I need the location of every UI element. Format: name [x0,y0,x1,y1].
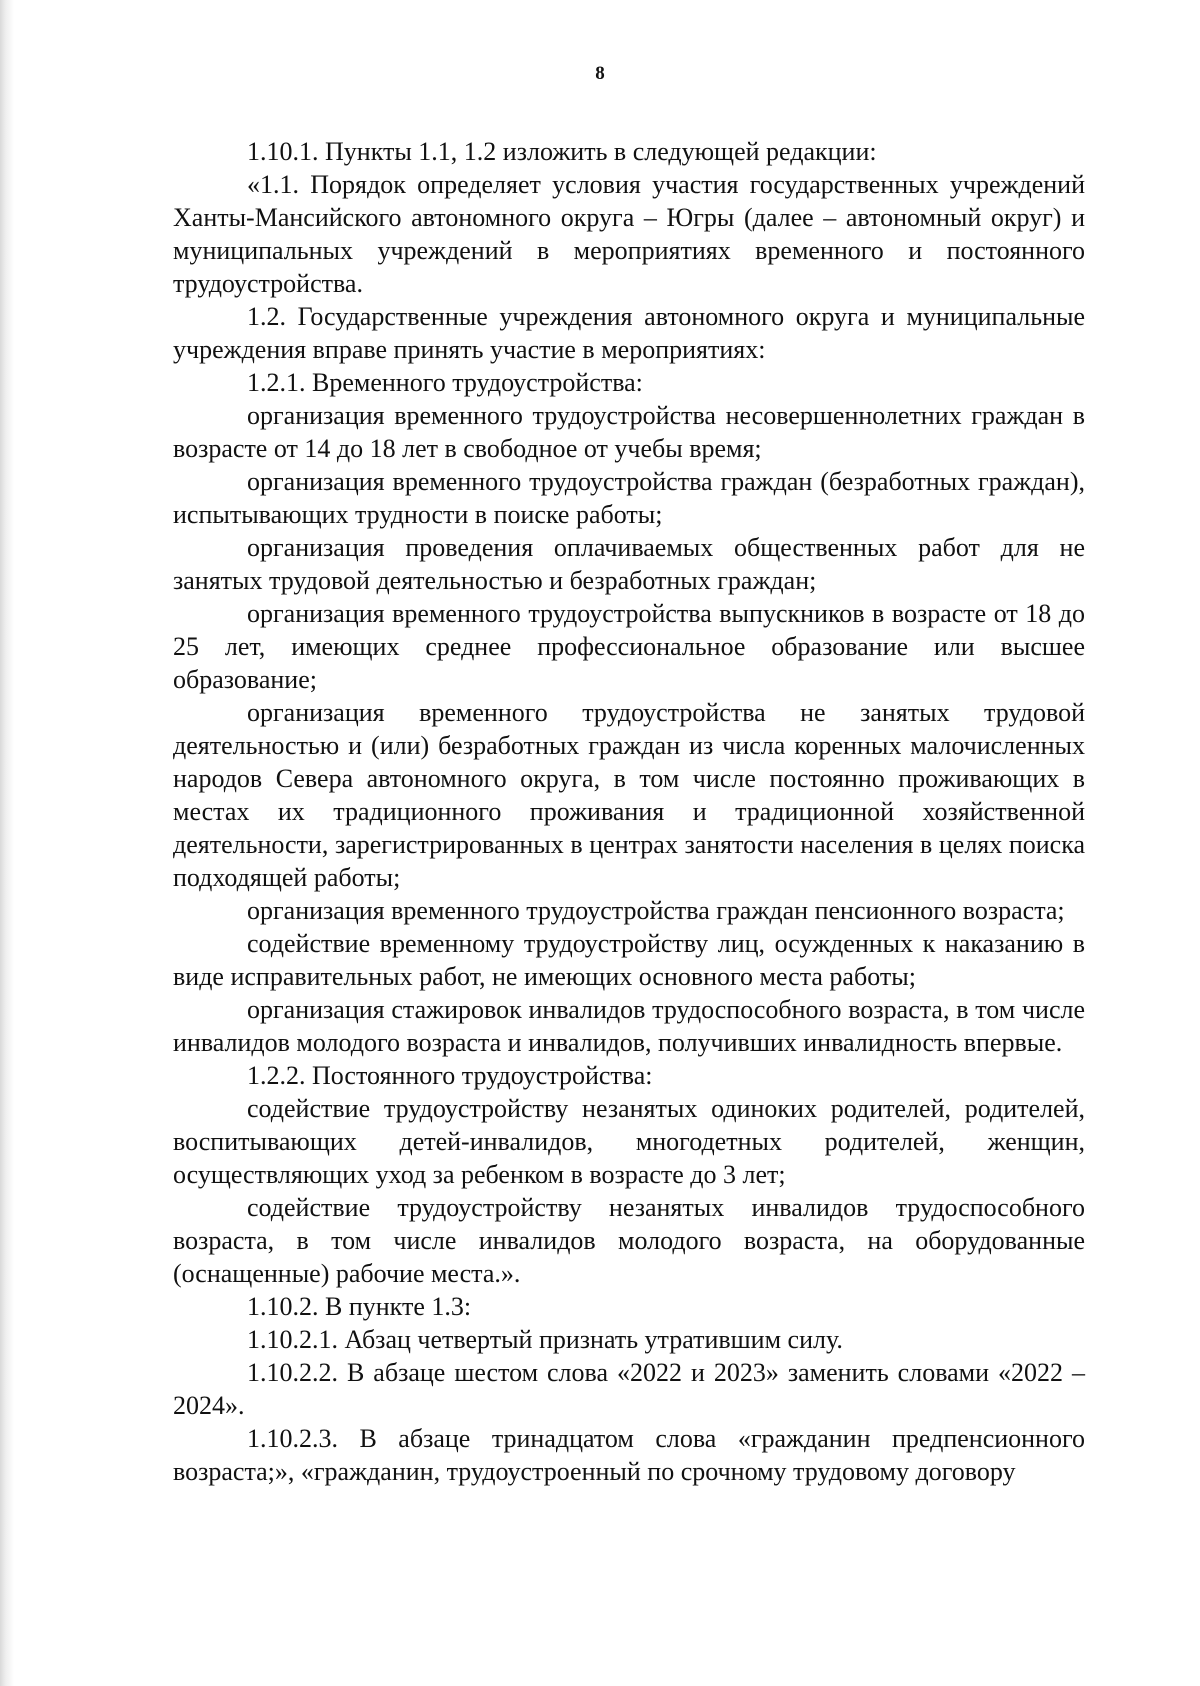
paragraph: 1.2.2. Постоянного трудоустройства: [247,1061,653,1090]
paragraph: содействие трудоустройству незанятых инвалидов трудоспособного возраста, в том числе инвалидов молодого возраста, на оборудованные (оснащенные) рабочие места.». [173,1193,1085,1288]
paragraph: организация проведения оплачиваемых общественных работ для не занятых трудовой деятельностью и безработных граждан; [173,533,1085,595]
paragraph: 1.10.1. Пункты 1.1, 1.2 изложить в следующей редакции: [247,137,877,166]
paragraph: содействие трудоустройству незанятых одиноких родителей, родителей, воспитывающих детей-инвалидов, многодетных родителей, женщин, осуществляющих уход за ребенком в возрасте до 3 лет; [173,1094,1085,1189]
paragraph: организация временного трудоустройства граждан пенсионного возраста; [247,896,1065,925]
paragraph: организация стажировок инвалидов трудоспособного возраста, в том числе инвалидов молодого возраста и инвалидов, получивших инвалидность впервые. [173,995,1085,1057]
paragraph: 1.10.2. В пункте 1.3: [247,1292,472,1321]
paragraph: организация временного трудоустройства граждан (безработных граждан), испытывающих трудности в поиске работы; [173,467,1085,529]
scan-edge [0,0,14,1686]
page-number: 8 [595,63,605,84]
paragraph: содействие временному трудоустройству лиц, осужденных к наказанию в виде исправительных работ, не имеющих основного места работы; [173,929,1085,991]
paragraph: «1.1. Порядок определяет условия участия государственных учреждений Ханты-Мансийского автономного округа – Югры (далее – автономный округ) и муниципальных учреждений в мероприятиях временного и постоянного трудоустройства. [173,170,1085,298]
paragraph: организация временного трудоустройства выпускников в возрасте от 18 до 25 лет, имеющих среднее профессиональное образование или высшее образование; [173,599,1085,694]
paragraph: организация временного трудоустройства несовершеннолетних граждан в возрасте от 14 до 18 лет в свободное от учебы время; [173,401,1085,463]
paragraph: 1.10.2.3. В абзаце тринадцатом слова «гражданин предпенсионного возраста;», «гражданин, трудоустроенный по срочному трудовому договору [173,1424,1085,1486]
paragraph: 1.10.2.2. В абзаце шестом слова «2022 и 2023» заменить словами «2022 – 2024». [173,1358,1085,1420]
document-body [173,135,1085,1488]
paragraph: 1.2.1. Временного трудоустройства: [247,368,643,397]
paragraph: организация временного трудоустройства не занятых трудовой деятельностью и (или) безработных граждан из числа коренных малочисленных народов Севера автономного округа, в том числе постоянно проживающих в местах их традиционного проживания и традиционной хозяйственной деятельности, зарегистрированных в центрах занятости населения в целях поиска подходящей работы; [173,698,1085,892]
paragraph: 1.10.2.1. Абзац четвертый признать утратившим силу. [247,1325,843,1354]
paragraph: 1.2. Государственные учреждения автономного округа и муниципальные учреждения вправе принять участие в мероприятиях: [173,302,1085,364]
